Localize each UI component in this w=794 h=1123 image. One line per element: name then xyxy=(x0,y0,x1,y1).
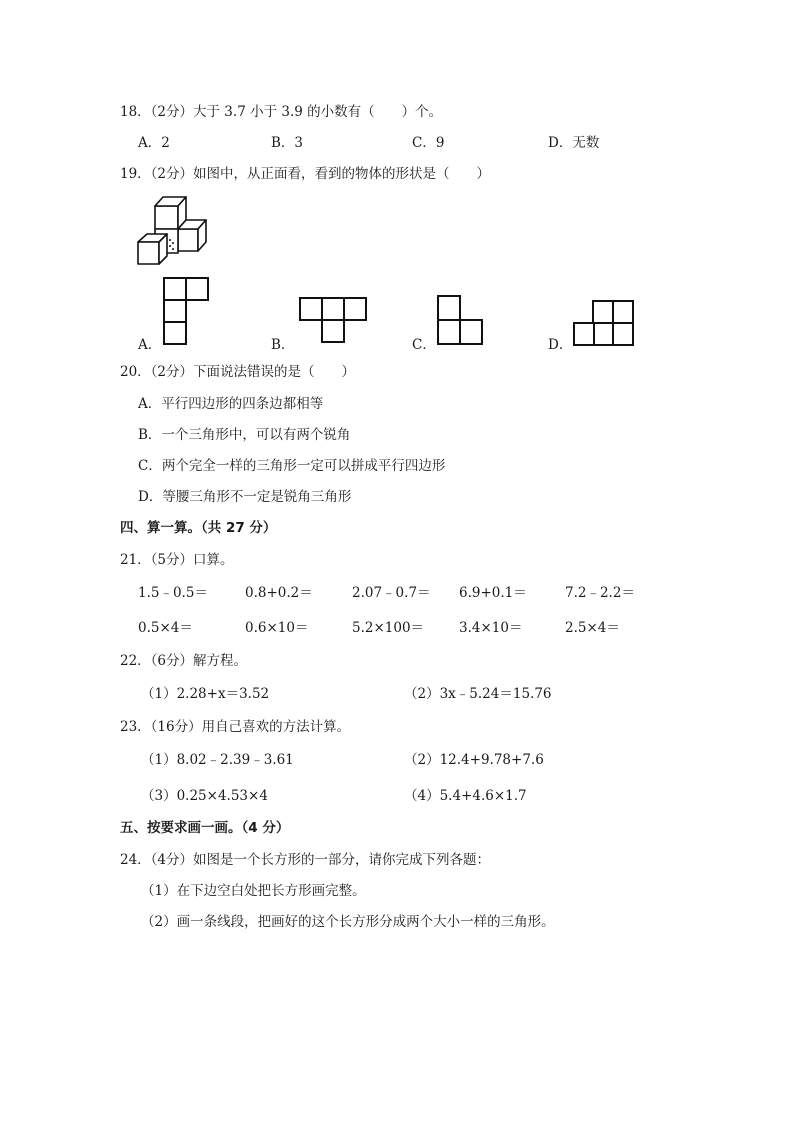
q21-item: 5.2×100＝ xyxy=(352,620,425,636)
q21-item: 0.5×4＝ xyxy=(138,620,193,636)
q19-option-b-figure xyxy=(299,297,369,347)
q20-option-c: C．两个完全一样的三角形一定可以拼成平行四边形 xyxy=(138,458,446,474)
q21-item: 6.9+0.1＝ xyxy=(459,585,527,601)
q19-option-c-figure xyxy=(437,295,487,347)
q18-option-a: A．2 xyxy=(138,135,170,151)
q24-item-1: （1）在下边空白处把长方形画完整。 xyxy=(141,883,366,899)
q18-option-d: D．无数 xyxy=(548,135,600,151)
q18-option-c: C．9 xyxy=(412,135,445,151)
q20-option-d: D．等腰三角形不一定是锐角三角形 xyxy=(138,489,352,505)
q19-option-d-figure xyxy=(573,300,637,348)
q19-option-d: D． xyxy=(548,337,573,353)
q21-item: 0.6×10＝ xyxy=(245,620,309,636)
q19-option-a: A． xyxy=(138,337,162,353)
q19-option-a-figure xyxy=(163,277,211,349)
q18-option-b: B．3 xyxy=(271,135,304,151)
q20-option-b: B．一个三角形中，可以有两个锐角 xyxy=(138,427,351,443)
q23-stem: 23．（16分）用自己喜欢的方法计算。 xyxy=(120,719,351,735)
q21-item: 1.5﹣0.5＝ xyxy=(138,585,208,601)
section-4-heading: 四、算一算。（共 27 分） xyxy=(120,520,277,536)
q23-item-1: （1）8.02﹣2.39﹣3.61 xyxy=(141,752,294,768)
q20-option-a: A．平行四边形的四条边都相等 xyxy=(138,396,324,412)
q23-item-2: （2）12.4+9.78+7.6 xyxy=(404,752,544,768)
q22-item-1: （1）2.28+x＝3.52 xyxy=(141,686,270,702)
q21-item: 2.5×4＝ xyxy=(565,620,620,636)
q18-stem: 18．（2分）大于 3.7 小于 3.9 的小数有（ ）个。 xyxy=(120,104,443,120)
q24-stem: 24．（4分）如图是一个长方形的一部分，请你完成下列各题： xyxy=(120,852,491,868)
q24-item-2: （2）画一条线段，把画好的这个长方形分成两个大小一样的三角形。 xyxy=(141,914,555,930)
cube-stack-figure xyxy=(135,190,215,268)
section-5-heading: 五、按要求画一画。（4 分） xyxy=(120,820,290,836)
q21-item: 0.8+0.2＝ xyxy=(245,585,313,601)
q21-item: 3.4×10＝ xyxy=(459,620,523,636)
q23-item-3: （3）0.25×4.53×4 xyxy=(141,788,268,804)
q22-item-2: （2）3x﹣5.24＝15.76 xyxy=(404,686,552,702)
q19-option-c: C． xyxy=(412,337,436,353)
q21-item: 2.07﹣0.7＝ xyxy=(352,585,431,601)
q20-stem: 20．（2分）下面说法错误的是（ ） xyxy=(120,364,356,380)
q21-stem: 21．（5分）口算。 xyxy=(120,552,234,568)
q22-stem: 22．（6分）解方程。 xyxy=(120,653,248,669)
q19-option-b: B． xyxy=(271,337,295,353)
q19-stem: 19．（2分）如图中，从正面看，看到的物体的形状是（ ） xyxy=(120,166,491,182)
q21-item: 7.2﹣2.2＝ xyxy=(565,585,635,601)
q23-item-4: （4）5.4+4.6×1.7 xyxy=(404,788,527,804)
